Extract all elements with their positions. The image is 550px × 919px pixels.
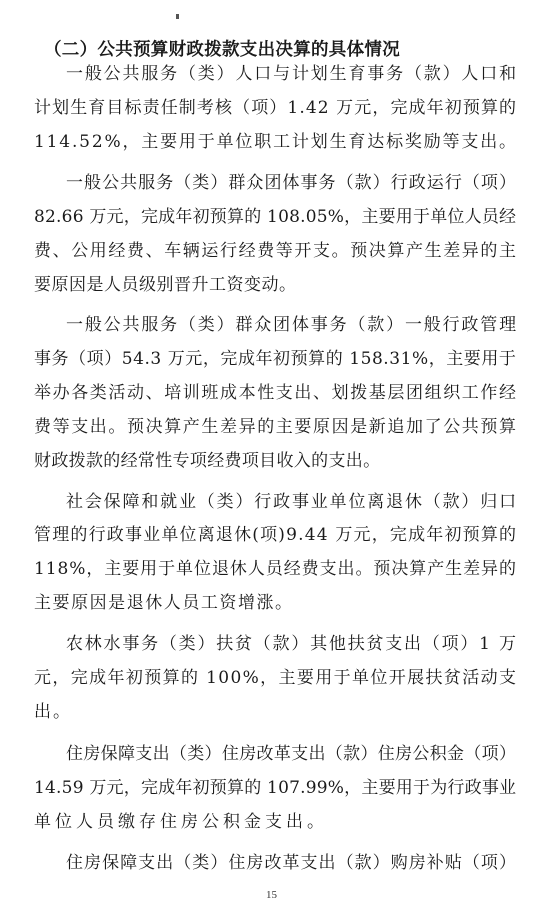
paragraph-2-line-4: 要原因是人员级别晋升工资变动。 bbox=[34, 275, 297, 295]
paragraph-3-line-2: 事务（项）54.3 万元，完成年初预算的 158.31%，主要用于 bbox=[34, 349, 517, 369]
paragraph-5-line-2: 元，完成年初预算的 100%，主要用于单位开展扶贫活动支 bbox=[34, 668, 518, 688]
paragraph-6-line-1: 住房保障支出（类）住房改革支出（款）住房公积金（项） bbox=[66, 744, 517, 764]
paragraph-4-line-1: 社会保障和就业（类）行政事业单位离退休（款）归口 bbox=[66, 492, 518, 512]
paragraph-7-line-1: 住房保障支出（类）住房改革支出（款）购房补贴（项） bbox=[66, 853, 517, 873]
paragraph-2-line-3: 费、公用经费、车辆运行经费等开支。预决算产生差异的主 bbox=[34, 241, 518, 261]
paragraph-2-line-2: 82.66 万元，完成年初预算的 108.05%，主要用于单位人员经 bbox=[34, 207, 517, 227]
paragraph-6-line-3: 单位人员缴存住房公积金支出。 bbox=[34, 812, 328, 832]
scan-mark bbox=[176, 14, 179, 19]
paragraph-3-line-3: 举办各类活动、培训班成本性支出、划拨基层团组织工作经 bbox=[34, 383, 518, 403]
paragraph-6-line-2: 14.59 万元，完成年初预算的 107.99%，主要用于为行政事业 bbox=[34, 778, 517, 798]
paragraph-3-line-5: 财政拨款的经常性专项经费项目收入的支出。 bbox=[34, 451, 381, 471]
paragraph-4-line-3: 118%，主要用于单位退休人员经费支出。预决算产生差异的 bbox=[34, 559, 517, 579]
paragraph-1-line-1: 一般公共服务（类）人口与计划生育事务（款）人口和 bbox=[66, 64, 518, 84]
paragraph-5-line-3: 出。 bbox=[34, 702, 72, 722]
paragraph-4-line-4: 主要原因是退休人员工资增涨。 bbox=[34, 593, 294, 613]
section-heading: （二）公共预算财政拨款支出决算的具体情况 bbox=[44, 40, 400, 60]
paragraph-1-line-2: 计划生育目标责任制考核（项）1.42 万元，完成年初预算的 bbox=[34, 98, 518, 118]
page-number: 15 bbox=[266, 889, 277, 901]
paragraph-1-line-3: 114.52%，主要用于单位职工计划生育达标奖励等支出。 bbox=[34, 132, 518, 152]
paragraph-3-line-4: 费等支出。预决算产生差异的主要原因是新追加了公共预算 bbox=[34, 417, 518, 437]
paragraph-2-line-1: 一般公共服务（类）群众团体事务（款）行政运行（项） bbox=[66, 173, 517, 193]
paragraph-5-line-1: 农林水事务（类）扶贫（款）其他扶贫支出（项）1 万 bbox=[66, 634, 518, 654]
paragraph-4-line-2: 管理的行政事业单位离退休(项)9.44 万元，完成年初预算的 bbox=[34, 525, 518, 545]
paragraph-3-line-1: 一般公共服务（类）群众团体事务（款）一般行政管理 bbox=[66, 315, 518, 335]
